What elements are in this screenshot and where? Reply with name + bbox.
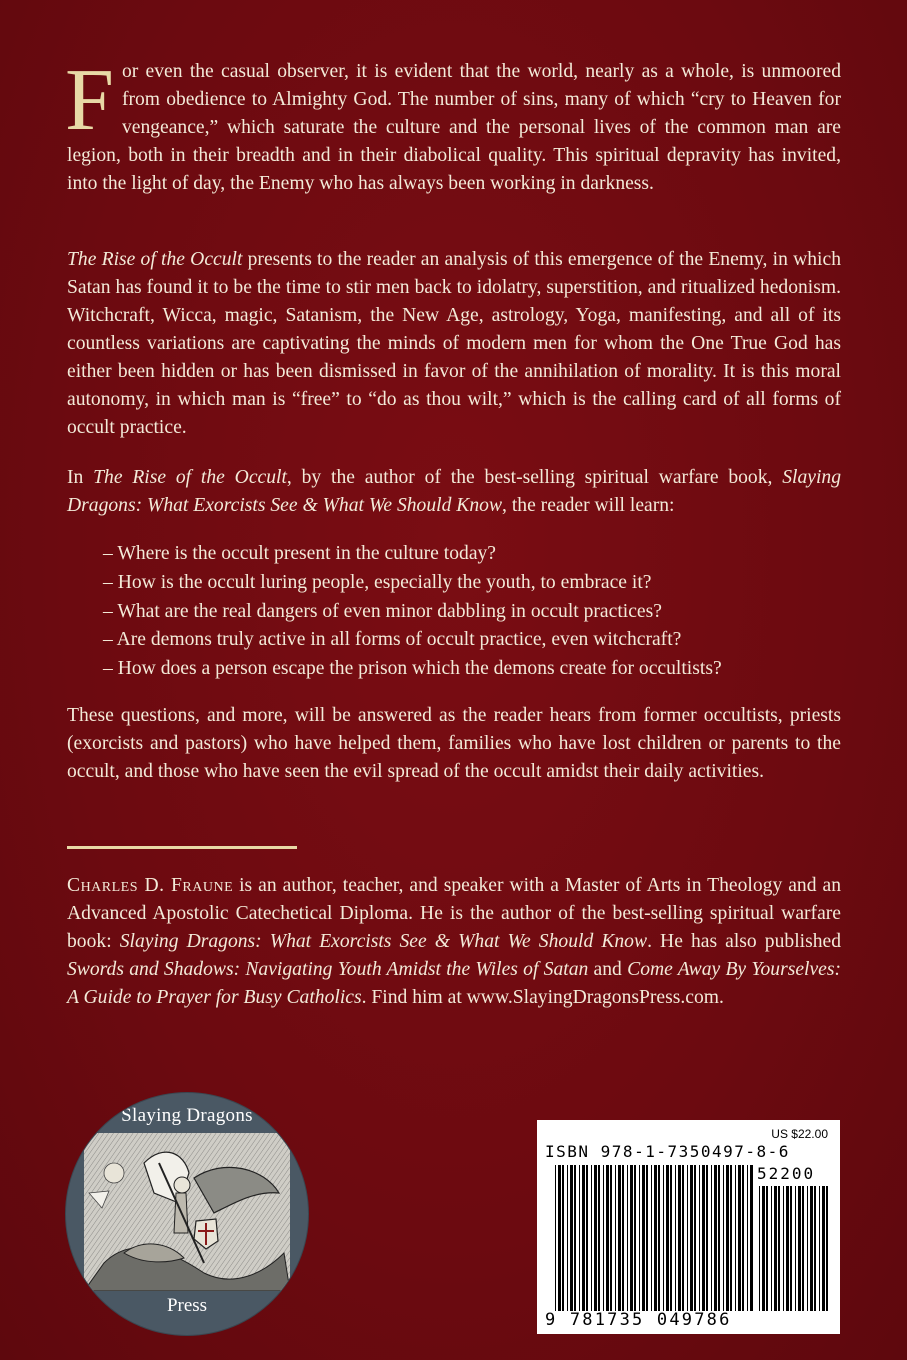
learn-paragraph — [67, 464, 841, 520]
bio-text: . Find him at www.SlayingDragonsPress.com. — [361, 987, 724, 1008]
author-bio — [67, 872, 841, 1012]
list-item: – Where is the occult present in the culture today? — [103, 543, 497, 564]
analysis-text: presents to the reader an analysis of this emergence of the Enemy, in which Satan has found it to be the time to stir men back to idolatry, superstition, and ritualized hedonism. Witchcraft, Wicca, magic, Satanism, the New Age, astrology, Yoga, manifesting, and all of its countless variations are captivating the minds of modern men for whom the One True God has either been hidden or has been dismissed in favor of the annihilation of morality. It is this moral autonomy, in which man is “free” to “do as thou wilt,” which is the calling card of all forms of occult practice. — [67, 249, 841, 438]
learn-prefix: In — [67, 467, 94, 488]
addon-barcode-icon — [759, 1186, 829, 1311]
author-name: Charles D. Fraune — [67, 875, 234, 896]
logo-top-text: Slaying Dragons — [121, 1105, 253, 1126]
question-list — [103, 540, 843, 684]
learn-middle: , by the author of the best-selling spiritual warfare book, — [286, 467, 783, 488]
bio-text: is an author, teacher, and speaker with a Master of Arts in Theology and an Advanced Apostolic Catechetical Diploma. He is the author of the best-selling spiritual warfare book: — [67, 875, 841, 952]
list-item: – How does a person escape the prison which the demons create for occultists? — [103, 658, 722, 680]
bio-book-1: Slaying Dragons: What Exorcists See & What We Should Know — [119, 931, 648, 952]
ean-barcode-icon — [555, 1165, 753, 1311]
list-item: – How is the occult luring people, especially the youth, to embrace it? — [103, 571, 652, 593]
book-title: The Rise of the Occult — [93, 467, 287, 488]
list-item: – What are the real dangers of even minor dabbling in occult practices? — [103, 600, 662, 622]
divider — [67, 846, 297, 849]
bio-text: and — [588, 959, 628, 980]
intro-paragraph — [65, 52, 841, 198]
list-item: – Are demons truly active in all forms of occult practice, even witchcraft? — [103, 629, 682, 651]
isbn-label: ISBN 978-1-7350497-8-6 — [545, 1142, 790, 1161]
barcode — [537, 1120, 840, 1334]
answers-text: These questions, and more, will be answered as the reader hears from former occultists, priests (exorcists and pastors) who have helped them, families who have lost children or parents to the occult, and those who have seen the evil spread of the occult amidst their daily activities. — [67, 705, 841, 782]
logo-bottom-text: Press — [166, 1295, 208, 1316]
publisher-logo — [66, 1093, 308, 1335]
ean-digits: 9 781735 049786 — [545, 1310, 732, 1330]
dragon-engraving-icon — [84, 1133, 290, 1291]
drop-cap: F — [65, 52, 114, 149]
other-book-title: Slaying Dragons: What Exorcists See & What We Should Know — [67, 467, 841, 516]
intro-text: or even the casual observer, it is evident that the world, nearly as a whole, is unmoored from obedience to Almighty God. The number of sins, many of which “cry to Heaven for vengeance,” which saturate the culture and the personal lives of the common man are legion, both in their breadth and in their diabolical quality. This spiritual depravity has invited, into the light of day, the Enemy who has always been working in darkness. — [67, 61, 841, 194]
price-label: US $22.00 — [771, 1127, 828, 1141]
bio-text: . He has also published — [647, 931, 842, 952]
learn-suffix: , the reader will learn: — [502, 495, 675, 516]
bio-book-3: Come Away By Yourselves: A Guide to Prayer for Busy Catholics — [67, 959, 842, 1008]
book-title: The Rise of the Occult — [67, 249, 243, 270]
bio-book-2: Swords and Shadows: Navigating Youth Amidst the Wiles of Satan — [67, 959, 589, 980]
analysis-paragraph — [67, 246, 841, 442]
answers-paragraph — [67, 702, 841, 786]
addon-number: 52200 — [757, 1164, 816, 1183]
